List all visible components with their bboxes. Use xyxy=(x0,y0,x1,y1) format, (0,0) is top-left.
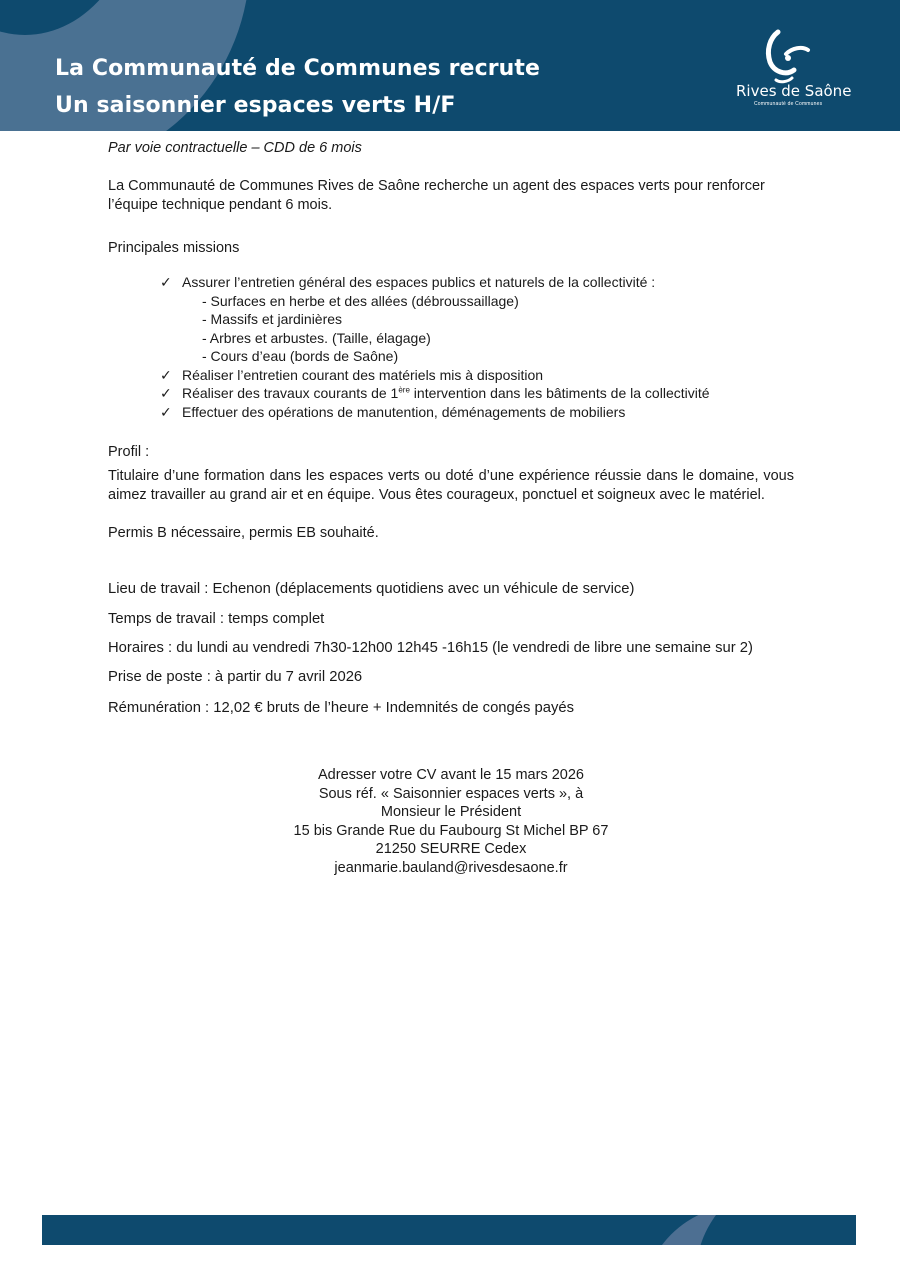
logo-name: Rives de Saône xyxy=(736,82,852,100)
mission-subitems xyxy=(182,292,710,366)
logo-figure-icon xyxy=(730,28,845,88)
start-date: Prise de poste : à partir du 7 avril 2026 xyxy=(108,669,363,685)
list-item: - Massifs et jardinières xyxy=(202,311,343,327)
work-hours: Horaires : du lundi au vendredi 7h30-12h00 12h45 -16h15 (le vendredi de libre une semaine sur 2) xyxy=(108,640,753,656)
ordinal-superscript: ère xyxy=(398,385,410,395)
logo-subtitle: Communauté de Communes xyxy=(754,101,823,107)
deadline-line xyxy=(108,766,794,785)
checkmark-icon: ✓ xyxy=(160,385,172,401)
list-item: - Surfaces en herbe et des allées (débroussaillage) xyxy=(202,292,519,309)
contract-type: Par voie contractuelle – CDD de 6 mois xyxy=(108,140,362,156)
header-banner xyxy=(0,0,900,131)
mission-text: Réaliser l’entretien courant des matériels mis à disposition xyxy=(182,366,544,383)
recipient-line: Monsieur le Président xyxy=(380,804,522,820)
footer-band xyxy=(42,1215,856,1245)
checkmark-icon: ✓ xyxy=(160,403,172,420)
rives-de-saone-logo xyxy=(730,28,852,113)
work-time: Temps de travail : temps complet xyxy=(108,611,325,627)
mission-text-pre: Réaliser des travaux courants de 1 xyxy=(182,385,399,401)
work-location: Lieu de travail : Echenon (déplacements quotidiens avec un véhicule de service) xyxy=(108,581,635,597)
missions-list xyxy=(160,273,710,421)
mission-text: Assurer l’entretien général des espaces publics et naturels de la collectivité : xyxy=(182,274,656,290)
application-contact xyxy=(108,766,794,877)
checkmark-icon: ✓ xyxy=(160,274,172,290)
address-street: 15 bis Grande Rue du Faubourg St Michel BP 67 xyxy=(293,822,609,839)
mission-text: Effectuer des opérations de manutention, déménagements de mobiliers xyxy=(182,403,626,420)
profil-paragraph: Titulaire d’une formation dans les espaces verts ou doté d’une expérience réussie dans le domaine, vous aimez travailler au grand air et en équipe. Vous êtes courageux, ponctuel et soigneux avec le matériel. xyxy=(108,468,794,503)
list-item: - Cours d’eau (bords de Saône) xyxy=(202,348,399,364)
mission-text-post: intervention dans les bâtiments de la collectivité xyxy=(409,385,710,401)
footer-decoration-inner xyxy=(696,1215,856,1245)
deadline-date: avant le 15 mars 2026 xyxy=(440,767,584,783)
list-item xyxy=(160,403,710,422)
profil-title: Profil : xyxy=(108,444,150,460)
permis-requirement: Permis B nécessaire, permis EB souhaité. xyxy=(108,525,379,541)
salary: Rémunération : 12,02 € bruts de l’heure + Indemnités de congés payés xyxy=(108,700,574,716)
list-item: - Arbres et arbustes. (Taille, élagage) xyxy=(202,329,431,346)
intro-paragraph: La Communauté de Communes Rives de Saône recherche un agent des espaces verts pour renforcer l’équipe technique pendant 6 mois. xyxy=(108,178,765,213)
deadline-prefix: Adresser votre CV xyxy=(318,767,441,783)
list-item xyxy=(160,273,710,366)
list-item xyxy=(160,366,710,385)
list-item xyxy=(160,384,710,403)
header-title-line2: Un saisonnier espaces verts H/F xyxy=(55,93,456,118)
checkmark-icon: ✓ xyxy=(160,366,172,383)
header-title-line1: La Communauté de Communes recrute xyxy=(55,56,541,81)
reference-line: Sous réf. « Saisonnier espaces verts », à xyxy=(318,785,584,802)
missions-title: Principales missions xyxy=(108,240,240,256)
contact-email[interactable]: jeanmarie.bauland@rivesdesaone.fr xyxy=(334,859,568,876)
address-city: 21250 SEURRE Cedex xyxy=(375,841,527,857)
